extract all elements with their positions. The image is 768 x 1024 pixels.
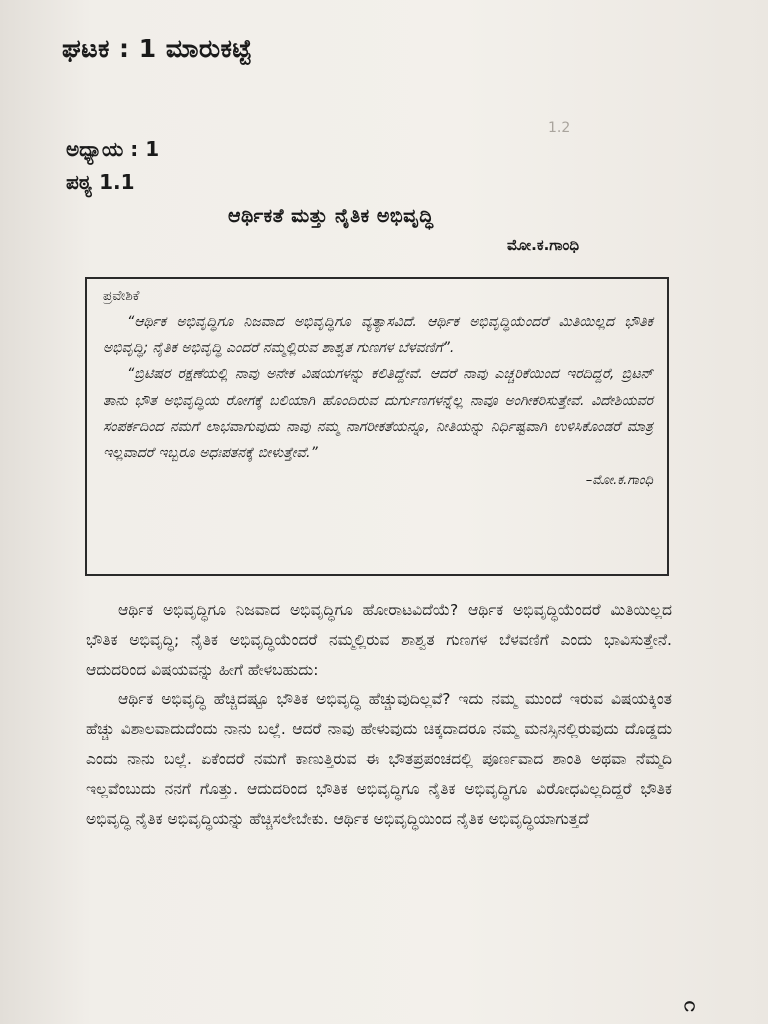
intro-signature: –ಮೋ.ಕ.ಗಾಂಧಿ (585, 473, 653, 489)
page-number: ೧ (684, 992, 696, 1016)
intro-quote-1: “ಆರ್ಥಿಕ ಅಭಿವೃದ್ಧಿಗೂ ನಿಜವಾದ ಅಭಿವೃದ್ಧಿಗೂ ವ್ಯತ್ಯಾಸವಿದೆ. ಆರ್ಥಿಕ ಅಭಿವೃದ್ಧಿಯೆಂದರೆ ಮಿತಿಯಿಲ್ಲದ ಭೌತಿಕ ಅಭಿವೃದ್ಧಿ; ನೈತಿಕ ಅಭಿವೃದ್ಧಿ ಎಂದರೆ ನಮ್ಮಲ್ಲಿರುವ ಶಾಶ್ವತ ಗುಣಗಳ ಬೆಳವಣಿಗೆ”. (103, 314, 653, 357)
intro-heading: ಪ್ರವೇಶಿಕೆ (103, 288, 140, 304)
faint-bleed-text: 1.2 (548, 120, 571, 136)
intro-quote-2: “ಬ್ರಿಟಿಷರ ರಕ್ಷಣೆಯಲ್ಲಿ ನಾವು ಅನೇಕ ವಿಷಯಗಳನ್ನು ಕಲಿತಿದ್ದೇವೆ. ಆದರೆ ನಾವು ಎಚ್ಚರಿಕೆಯಿಂದ ಇರದಿದ್ದರೆ, ಬ್ರಿಟನ್ ತಾನು ಭೌತ ಅಭಿವೃದ್ಧಿಯ ರೋಗಕ್ಕೆ ಬಲಿಯಾಗಿ ಹೊಂದಿರುವ ದುರ್ಗುಣಗಳನ್ನೆಲ್ಲ ನಾವೂ ಅಂಗೀಕರಿಸುತ್ತೇವೆ. ವಿದೇಶಿಯವರ ಸಂಪರ್ಕದಿಂದ ನಮಗೆ ಲಾಭವಾಗುವುದು ನಾವು ನಮ್ಮ ನಾಗರೀಕತೆಯನ್ನೂ, ನೀತಿಯನ್ನು ನಿರ್ಧಿಷ್ಟವಾಗಿ ಉಳಿಸಿಕೊಂಡರೆ ಮಾತ್ರ ಇಲ್ಲವಾದರೆ ಇಬ್ಬರೂ ಅಧಃಪತನಕ್ಕೆ ಬೀಳುತ್ತೇವೆ.” (103, 366, 653, 462)
body-paragraph-2: ಆರ್ಥಿಕ ಅಭಿವೃದ್ಧಿ ಹೆಚ್ಚಿದಷ್ಟೂ ಭೌತಿಕ ಅಭಿವೃದ್ಧಿ ಹೆಚ್ಚುವುದಿಲ್ಲವೆ? ಇದು ನಮ್ಮ ಮುಂದೆ ಇರುವ ವಿಷಯಕ್ಕಿಂತ ಹೆಚ್ಚು ವಿಶಾಲವಾದುದೆಂದು ನಾನು ಬಲ್ಲೆ. ಆದರೆ ನಾವು ಹೇಳುವುದು ಚಿಕ್ಕದಾದರೂ ನಮ್ಮ ಮನಸ್ಸಿನಲ್ಲಿರುವುದು ದೊಡ್ಡದು ಎಂದು ನಾನು ಬಲ್ಲೆ. ಏಕೆಂದರೆ ನಮಗೆ ಕಾಣುತ್ತಿರುವ ಈ ಭೌತಪ್ರಪಂಚದಲ್ಲಿ ಪೂರ್ಣವಾದ ಶಾಂತಿ ಅಥವಾ ನೆಮ್ಮದಿ ಇಲ್ಲವೆಂಬುದು ನನಗೆ ಗೊತ್ತು. ಆದುದರಿಂದ ಭೌತಿಕ ಅಭಿವೃದ್ಧಿಗೂ ನೈತಿಕ ಅಭಿವೃದ್ಧಿಗೂ ವಿರೋಧವಿಲ್ಲದಿದ್ದರೆ ಭೌತಿಕ ಅಭಿವೃದ್ಧಿ ನೈತಿಕ ಅಭಿವೃದ್ಧಿಯನ್ನು ಹೆಚ್ಚಿಸಲೇಬೇಕು. ಆರ್ಥಿಕ ಅಭಿವೃದ್ಧಿಯಿಂದ ನೈತಿಕ ಅಭಿವೃದ್ಧಿಯಾಗುತ್ತದೆ (86, 690, 672, 828)
body-paragraph-1: ಆರ್ಥಿಕ ಅಭಿವೃದ್ಧಿಗೂ ನಿಜವಾದ ಅಭಿವೃದ್ಧಿಗೂ ಹೋರಾಟವಿದೆಯೆ? ಆರ್ಥಿಕ ಅಭಿವೃದ್ಧಿಯೆಂದರೆ ಮಿತಿಯಿಲ್ಲದ ಭೌತಿಕ ಅಭಿವೃದ್ಧಿ; ನೈತಿಕ ಅಭಿವೃದ್ಧಿಯೆಂದರೆ ನಮ್ಮಲ್ಲಿರುವ ಶಾಶ್ವತ ಗುಣಗಳ ಬೆಳವಣಿಗೆ ಎಂದು ಭಾವಿಸುತ್ತೇನೆ. ಆದುದರಿಂದ ವಿಷಯವನ್ನು ಹೀಗೆ ಹೇಳಬಹುದು: (86, 601, 672, 679)
body-text (86, 596, 672, 834)
author-name: ಮೋ.ಕ.ಗಾಂಧಿ (507, 236, 580, 254)
unit-title: ಘಟಕ : 1 ಮಾರುಕಟ್ಟೆ (62, 34, 253, 63)
intro-box (85, 277, 669, 576)
lesson-title: ಆರ್ಥಿಕತೆ ಮತ್ತು ನೈತಿಕ ಅಭಿವೃದ್ಧಿ (228, 205, 434, 227)
chapter-heading: ಅಧ್ಯಾಯ : 1 (66, 137, 160, 161)
lesson-heading: ಪಠ್ಯ 1.1 (66, 170, 135, 194)
